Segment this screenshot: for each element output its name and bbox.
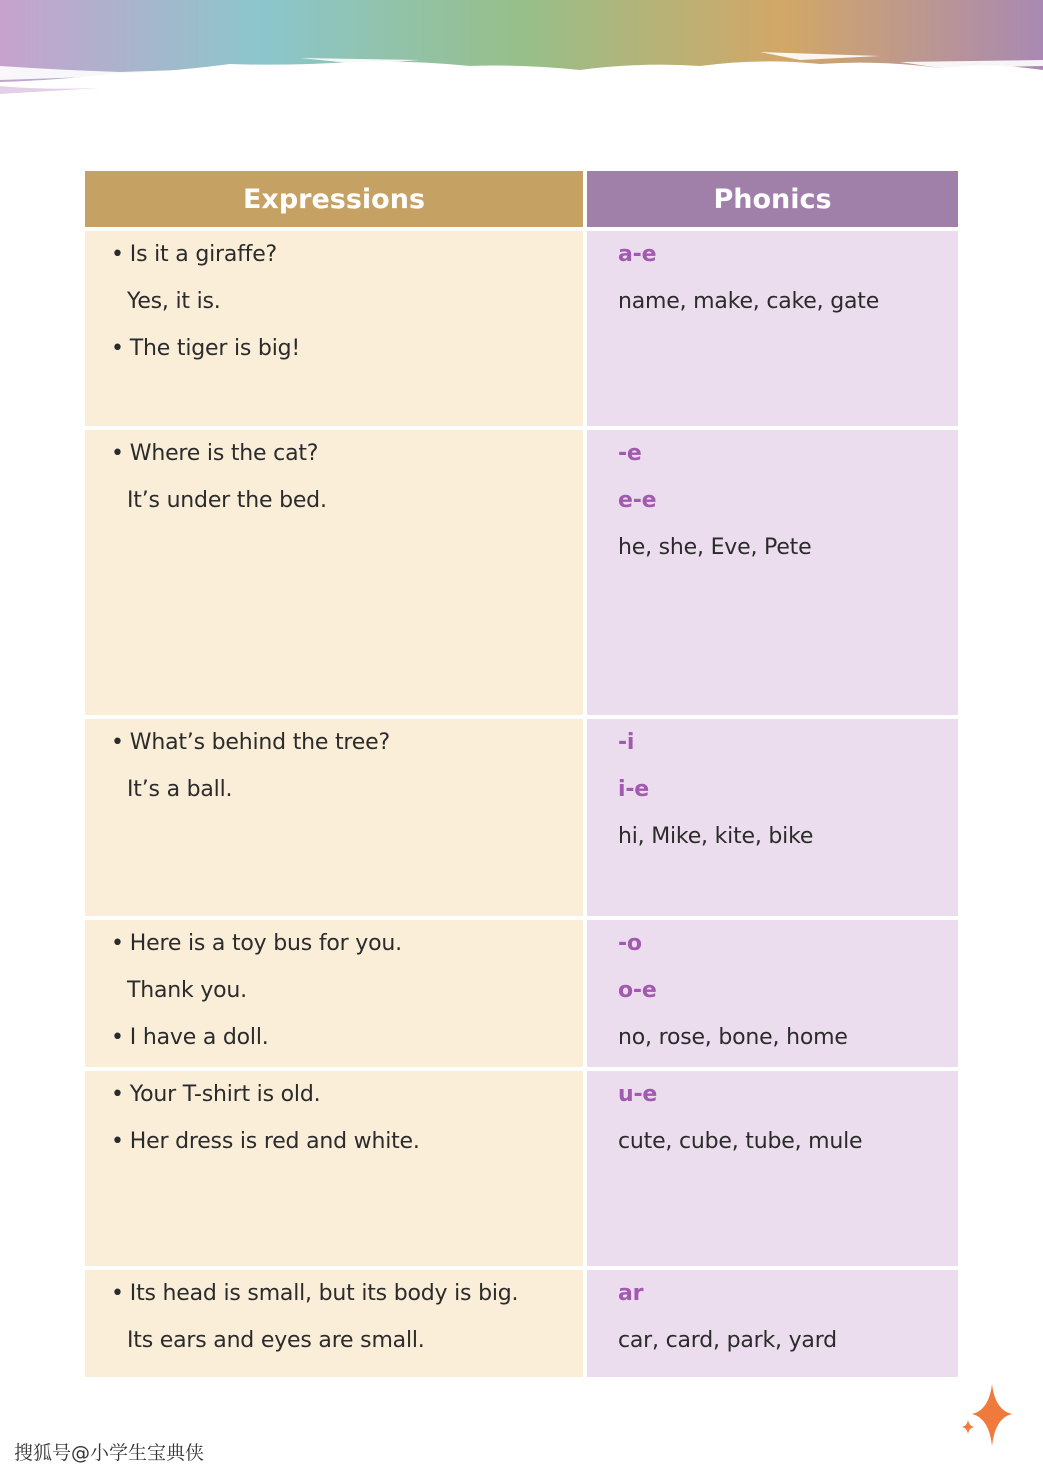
table-row: [85, 430, 958, 715]
phonics-pattern: ar: [618, 1281, 644, 1306]
expression-line: It’s under the bed.: [127, 488, 327, 513]
phonics-cell: [587, 1270, 958, 1377]
expression-line: Thank you.: [127, 978, 247, 1003]
phonics-pattern: e-e: [618, 488, 657, 513]
table-row: [85, 231, 958, 426]
table-row: [85, 1270, 958, 1377]
phonics-pattern: o-e: [618, 978, 657, 1003]
expression-line: • I have a doll.: [85, 1014, 583, 1061]
expression-line: It’s a ball.: [127, 777, 233, 802]
phonics-cell: [587, 430, 958, 715]
phonics-cell: [587, 920, 958, 1067]
phonics-pattern: -e: [618, 441, 642, 466]
expressions-cell: [85, 231, 583, 426]
expressions-header: Expressions: [85, 171, 583, 227]
expression-line: • What’s behind the tree?: [85, 719, 583, 766]
expressions-cell: [85, 719, 583, 916]
watermark: 搜狐号@小学生宝典侠: [14, 1442, 205, 1464]
phonics-pattern: i-e: [618, 777, 649, 802]
expression-line: • Her dress is red and white.: [85, 1118, 583, 1165]
phonics-words: he, she, Eve, Pete: [618, 535, 812, 560]
expression-line: • Your T-shirt is old.: [85, 1071, 583, 1118]
table-row: [85, 719, 958, 916]
expressions-cell: [85, 430, 583, 715]
phonics-cell: [587, 1071, 958, 1266]
expression-line: • Where is the cat?: [85, 430, 583, 477]
phonics-pattern: -o: [618, 931, 642, 956]
phonics-words: name, make, cake, gate: [618, 289, 880, 314]
phonics-pattern: a-e: [618, 242, 657, 267]
sparkle-icon: [958, 1380, 1018, 1450]
phonics-cell: [587, 719, 958, 916]
expression-line: • The tiger is big!: [85, 325, 583, 372]
phonics-words: hi, Mike, kite, bike: [618, 824, 814, 849]
phonics-words: car, card, park, yard: [618, 1328, 837, 1353]
expression-line: • Its head is small, but its body is big.: [85, 1270, 583, 1317]
expressions-cell: [85, 920, 583, 1067]
expression-line: • Here is a toy bus for you.: [85, 920, 583, 967]
expression-line: • Is it a giraffe?: [85, 231, 583, 278]
expressions-cell: [85, 1270, 583, 1377]
table-row: [85, 920, 958, 1067]
decorative-banner: [0, 0, 1043, 110]
table-row: [85, 1071, 958, 1266]
phonics-pattern: u-e: [618, 1082, 658, 1107]
phonics-cell: [587, 231, 958, 426]
table-header-row: [85, 171, 958, 227]
summary-table: [81, 167, 962, 1381]
expression-line: Yes, it is.: [127, 289, 221, 314]
phonics-words: no, rose, bone, home: [618, 1025, 848, 1050]
phonics-header: Phonics: [587, 171, 958, 227]
phonics-words: cute, cube, tube, mule: [618, 1129, 863, 1154]
expression-line: Its ears and eyes are small.: [127, 1328, 425, 1353]
phonics-pattern: -i: [618, 730, 635, 755]
expressions-cell: [85, 1071, 583, 1266]
